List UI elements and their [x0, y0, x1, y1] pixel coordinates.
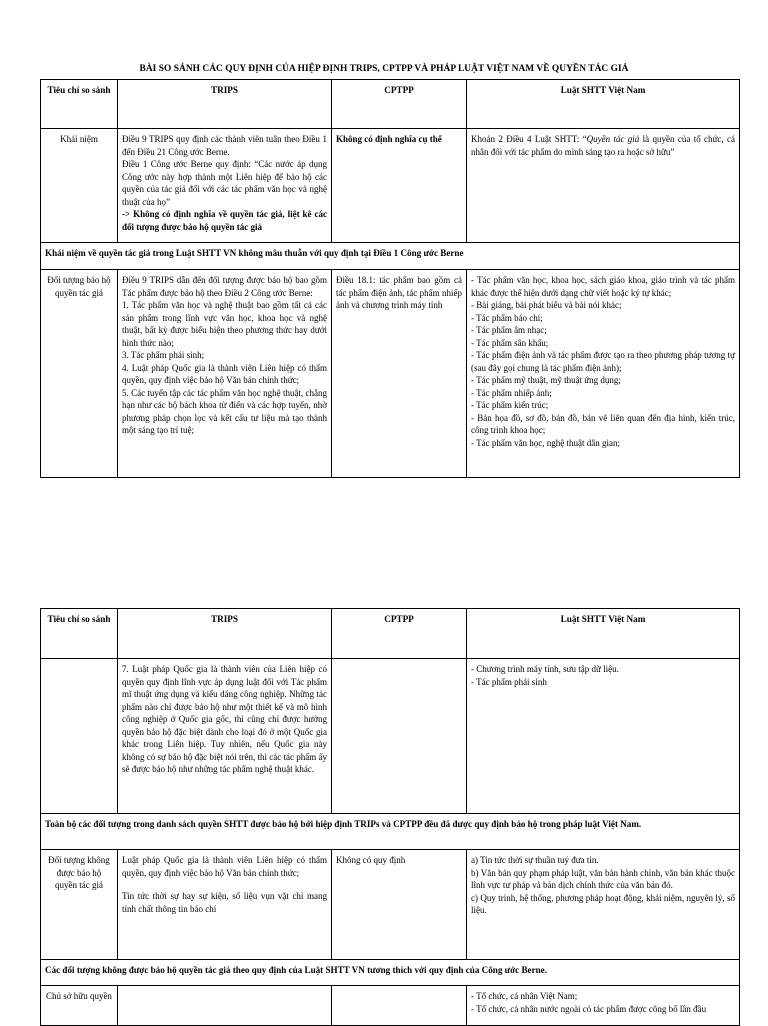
header-cptpp: CPTPP — [332, 609, 467, 659]
vn-rights-holder-item: - Tổ chức, cá nhân Việt Nam; — [471, 991, 578, 1001]
row-rights-holder — [41, 986, 740, 1026]
summary-row — [41, 243, 740, 270]
trips-concept-line: Điều 1 Công ước Berne quy định: “Các nước áp dụng Công ước này hợp thành một Liên hiệp để bảo hộ các quyền của tác giả đối với các tác phẩm văn học và nghệ thuật của họ” — [122, 159, 327, 207]
comparison-table-page-2 — [40, 608, 740, 1026]
criteria-unprotected: Đối tượng không được bảo hộ quyền tác giả — [41, 850, 118, 960]
paragraph-gap — [122, 879, 327, 890]
vn-rights-holder-item: - Tổ chức, cá nhân nước ngoài có tác phẩm được công bố lần đầu — [471, 1003, 707, 1014]
trips-protected-line: 4. Luật pháp Quốc gia là thành viên Liên hiệp có thẩm quyền, quy định việc bảo hộ Văn bản chính thức; — [122, 362, 327, 385]
header-row — [41, 80, 740, 129]
header-cptpp: CPTPP — [332, 80, 467, 129]
cptpp-protected: Điều 18.1: tác phẩm bao gồm cả tác phẩm điện ảnh, tác phẩm nhiếp ảnh và chương trình máy tính — [332, 270, 467, 478]
trips-protected-line: Điều 9 TRIPS dẫn đến đối tượng được bảo hộ bao gồm Tác phẩm được bảo hộ theo Điều 2 Công ước Berne: — [122, 275, 327, 298]
vn-protected-item: - Tác phẩm điện ảnh và tác phẩm được tạo ra theo phương pháp tương tự (sau đây gọi chung là tác phẩm điện ảnh); — [471, 350, 735, 373]
vn-concept-prefix: Khoản 2 Điều 4 Luật SHTT: “ — [471, 134, 587, 144]
vn-protected-item: - Tác phẩm nhiếp ảnh; — [471, 387, 552, 398]
criteria-cont — [41, 659, 118, 814]
vn-protected-item: - Tác phẩm kiến trúc; — [471, 400, 549, 410]
vn-concept-term: Quyền tác giả — [586, 134, 640, 144]
vn-unprotected-cell — [467, 850, 740, 960]
row-protected-subjects-cont — [41, 659, 740, 814]
vn-concept-suffix: là quyền của tổ chức, cá nhân đối với tác phẩm do mình sáng tạo ra hoặc sở hữu” — [471, 134, 735, 157]
trips-unprotected-line: Tin tức thời sự hay sự kiện, số liệu vụn vặt chỉ mang tính chất thông tin báo chí — [122, 891, 327, 914]
vn-protected-cont-cell — [467, 659, 740, 814]
trips-concept-line: Điều 9 TRIPS quy định các thành viên tuân theo Điều 1 đến Điều 21 Công ước Berne. — [122, 134, 327, 157]
vn-unprotected-item: b) Văn bản quy phạm pháp luật, văn bản hành chính, văn bản khác thuộc lĩnh vực tư pháp và bản dịch chính thức của văn bản đó. — [471, 867, 735, 890]
criteria-concept: Khái niệm — [41, 129, 118, 243]
header-criteria: Tiêu chí so sánh — [41, 80, 118, 129]
trips-protected-line: 5. Các tuyển tập các tác phẩm văn học nghệ thuật, chẳng hạn như các bộ bách khoa từ điển và các hợp tuyển, nhờ phương pháp chọn lọc và kết cấu tư liệu mà tạo thành một sáng tạo trí tuệ; — [122, 387, 327, 435]
vn-protected-item: - Tác phẩm văn học, nghệ thuật dân gian; — [471, 437, 621, 448]
trips-concept-conclusion: -> Không có định nghĩa về quyền tác giả, liệt kê các đối tượng được bảo hộ quyền tác giả — [122, 209, 327, 232]
vn-protected-item: - Tác phẩm báo chí; — [471, 312, 543, 323]
row-protected-subjects — [41, 270, 740, 478]
vn-protected-item: - Tác phẩm sân khấu; — [471, 337, 549, 348]
trips-protected-line: 3. Tác phẩm phái sinh; — [122, 350, 205, 360]
cptpp-unprotected: Không có quy định — [332, 850, 467, 960]
header-criteria: Tiêu chí so sánh — [41, 609, 118, 659]
comparison-table-page-1 — [40, 79, 740, 478]
trips-unprotected-line: Luật pháp Quốc gia là thành viên Liên hiệp có thẩm quyền, quy định việc bảo hộ Văn bản chính thức; — [122, 855, 327, 878]
trips-protected-cell — [118, 270, 332, 478]
criteria-rights-holder: Chủ sở hữu quyền — [41, 986, 118, 1026]
vn-unprotected-item: a) Tin tức thời sự thuần tuý đưa tin. — [471, 855, 599, 865]
vn-protected-item: - Tác phẩm văn học, khoa học, sách giáo khoa, giáo trình và tác phẩm khác được thể hiện dưới dạng chữ viết hoặc ký tự khác; — [471, 275, 735, 298]
vn-protected-item: - Tác phẩm mỹ thuật, mỹ thuật ứng dụng; — [471, 375, 621, 385]
vn-rights-holder-cell — [467, 986, 740, 1026]
summary-concept: Khái niệm về quyền tác giả trong Luật SHTT VN không mâu thuẫn với quy định tại Điều 1 Công ước Berne — [41, 243, 740, 270]
summary-row — [41, 814, 740, 850]
trips-protected-line: 1. Tác phẩm văn học và nghệ thuật bao gồm tất cả các sản phẩm trong lĩnh vực văn học, khoa học và nghệ thuật, bất kỳ được biểu hiện theo phương thức hay dưới hình thức nào; — [122, 300, 327, 348]
vn-unprotected-item: c) Quy trình, hệ thống, phương pháp hoạt động, khái niệm, nguyên lý, số liệu. — [471, 892, 735, 915]
trips-concept-cell — [118, 129, 332, 243]
vn-protected-item: - Chương trình máy tính, sưu tập dữ liệu. — [471, 664, 619, 674]
header-vn-law: Luật SHTT Việt Nam — [467, 609, 740, 659]
vn-protected-item: - Tác phẩm âm nhạc; — [471, 325, 547, 335]
vn-concept-cell — [467, 129, 740, 243]
header-row — [41, 609, 740, 659]
row-unprotected-subjects — [41, 850, 740, 960]
trips-unprotected-cell — [118, 850, 332, 960]
summary-unprotected: Các đối tượng không được bảo hộ quyền tác giả theo quy định của Luật SHTT VN tương thích với quy định của Công ước Berne. — [41, 960, 740, 986]
cptpp-concept: Không có định nghĩa cụ thể — [332, 129, 467, 243]
cptpp-rights-holder — [332, 986, 467, 1026]
summary-row — [41, 960, 740, 986]
vn-protected-cell — [467, 270, 740, 478]
trips-rights-holder — [118, 986, 332, 1026]
trips-protected-cont: 7. Luật pháp Quốc gia là thành viên của Liên hiệp có quyền quy định lĩnh vực áp dụng luật đối với Tác phẩm mĩ thuật ứng dụng và kiểu dáng công nghiệp. Những tác phẩm nào chỉ được bảo hộ như một thiết kế và mô hình công nghiệp ở Quốc gia gốc, thì cũng chỉ được hưởng quyền bảo hộ đặc biệt dành cho loại đó ở một Quốc gia khác trong Liên hiệp. Tuy nhiên, nếu Quốc gia này không có sự bảo hộ đặc biệt nói trên, thì các tác phẩm ấy sẽ được bảo hộ như những tác phẩm nghệ thuật khác. — [118, 659, 332, 814]
vn-protected-item: - Tác phẩm phái sinh — [471, 676, 547, 687]
header-vn-law: Luật SHTT Việt Nam — [467, 80, 740, 129]
header-trips: TRIPS — [118, 80, 332, 129]
vn-protected-item: - Bản họa đồ, sơ đồ, bản đồ, bản vẽ liên quan đến địa hình, kiến trúc, công trình khoa học; — [471, 412, 735, 435]
criteria-protected-subjects: Đối tượng bảo hộ quyền tác giả — [41, 270, 118, 478]
summary-protected: Toàn bộ các đối tượng trong danh sách quyền SHTT được bảo hộ bởi hiệp định TRIPs và CPTPP đều đã được quy định bảo hộ trong pháp luật Việt Nam. — [41, 814, 740, 850]
header-trips: TRIPS — [118, 609, 332, 659]
document-title: BÀI SO SÁNH CÁC QUY ĐỊNH CỦA HIỆP ĐỊNH TRIPS, CPTPP VÀ PHÁP LUẬT VIỆT NAM VỀ QUYỀN TÁC GIẢ — [139, 64, 629, 74]
vn-protected-item: - Bài giảng, bài phát biểu và bài nói khác; — [471, 300, 622, 310]
cptpp-protected-cont — [332, 659, 467, 814]
row-concept — [41, 129, 740, 243]
